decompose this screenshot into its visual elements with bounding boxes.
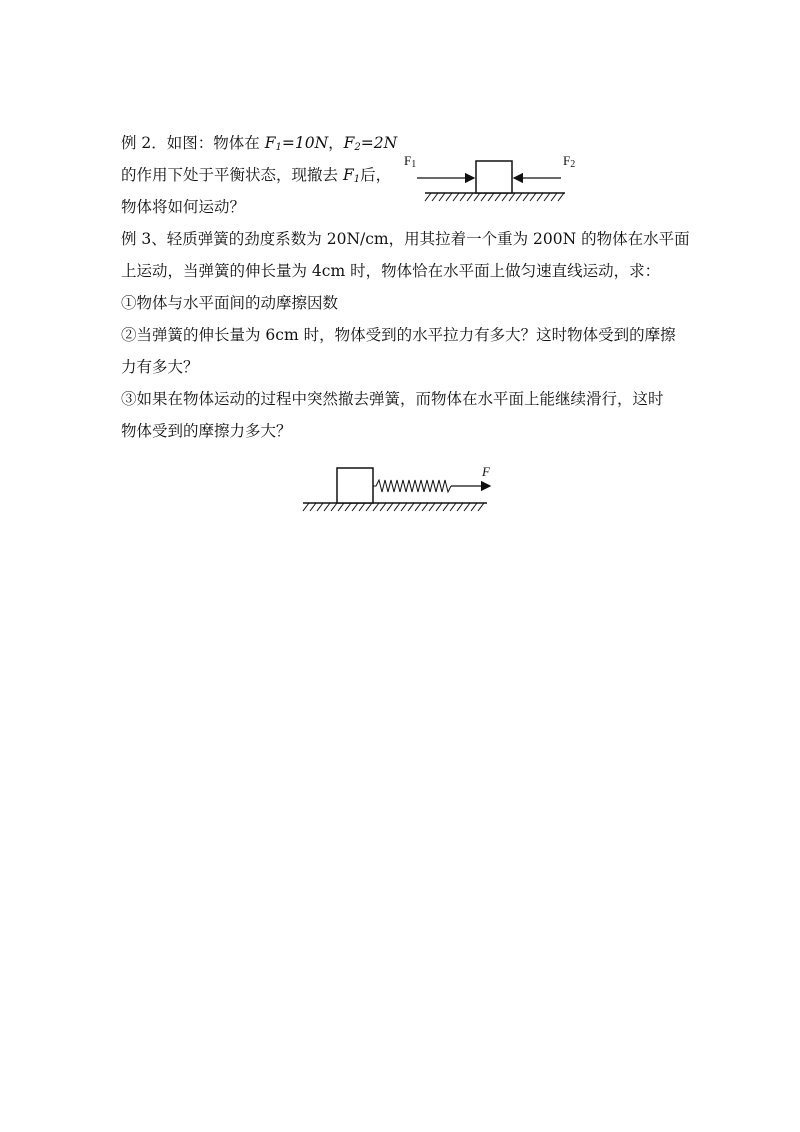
block-1	[476, 161, 512, 193]
question-2-line2: 力有多大？	[121, 358, 199, 376]
example2-line3: 物体将如何运动？	[121, 198, 246, 216]
example2-line1: 例 2．如图：物体在 $F_1=10N$，$F_2=2N$	[121, 134, 398, 153]
question-3-line1: ③如果在物体运动的过程中突然撤去弹簧，而物体在水平面上能继续滑行，这时	[121, 390, 664, 408]
label-f: F	[482, 464, 490, 479]
ground-line-1	[425, 193, 565, 201]
question-3-line2: 物体受到的摩擦力多大？	[121, 422, 292, 440]
f1-symbol: $F_1=10N$	[264, 134, 329, 153]
f2-symbol: $F_2=2N$	[343, 134, 398, 153]
f1-ref: $F_1$	[342, 166, 361, 185]
ground-line-2	[303, 503, 487, 511]
example3-line1: 例 3、轻质弹簧的劲度系数为 20N/cm，用其拉着一个重为 200N 的物体在水平面	[121, 230, 690, 248]
block-2	[337, 468, 373, 503]
label-f1: $F_1$	[404, 153, 417, 170]
question-2-line1: ②当弹簧的伸长量为 6cm 时，物体受到的水平拉力有多大？这时物体受到的摩擦	[121, 326, 676, 344]
example2-line2: 的作用下处于平衡状态，现撤去 $F_1$后，	[121, 166, 392, 185]
spring	[373, 480, 451, 492]
example3-line2: 上运动，当弹簧的伸长量为 4cm 时，物体恰在水平面上做匀速直线运动，求：	[121, 262, 661, 280]
label-f2: $F_2$	[563, 153, 576, 170]
question-1: ①物体与水平面间的动摩擦因数	[121, 294, 339, 312]
